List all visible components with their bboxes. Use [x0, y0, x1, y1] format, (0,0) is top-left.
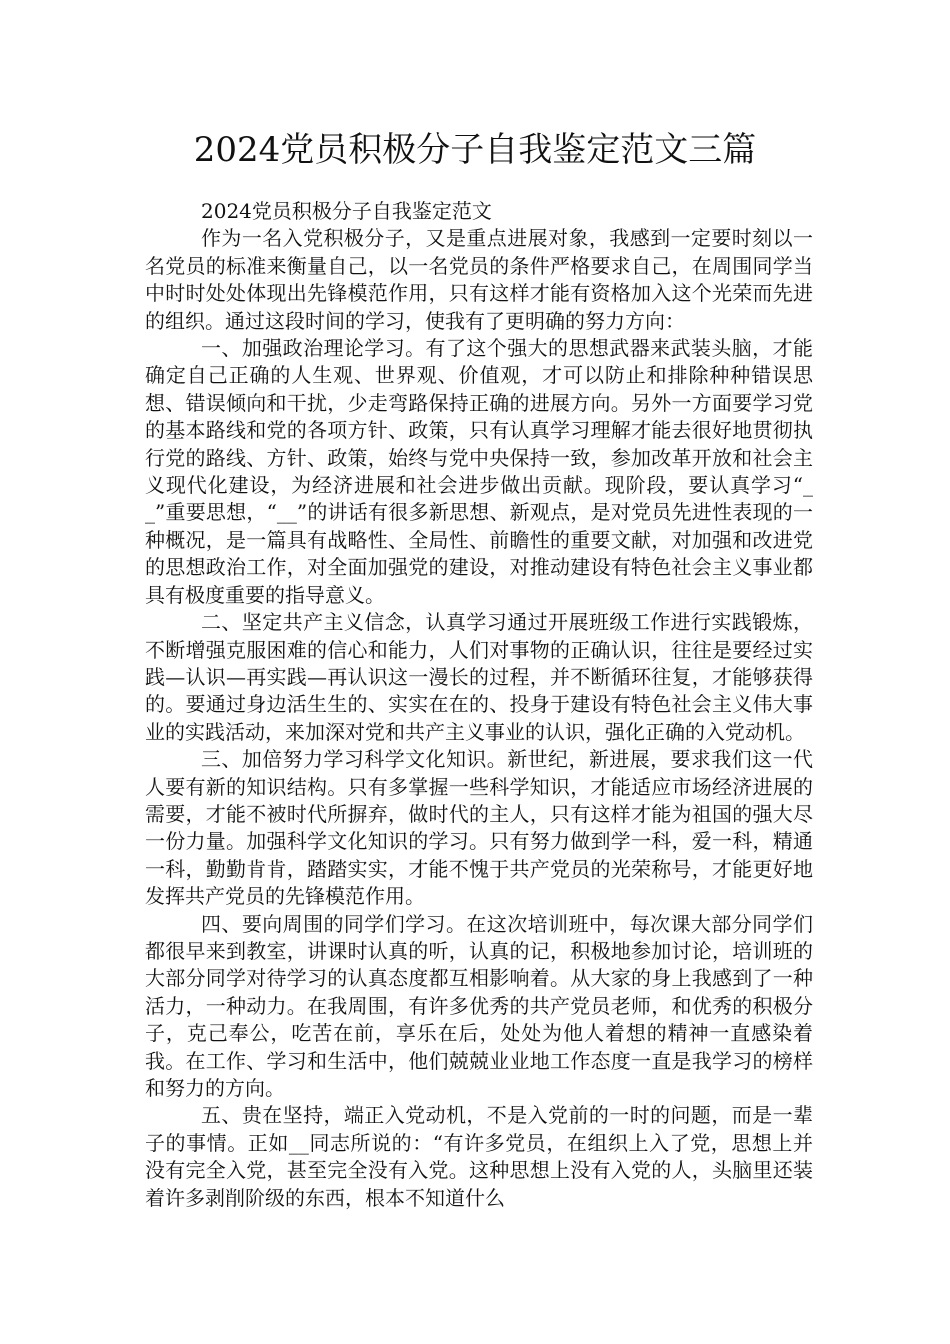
paragraph-learn-from-classmates: 四、要向周围的同学们学习。在这次培训班中，每次课大部分同学们都很早来到教室，讲课时认真的听，认真的记，积极地参加讨论，培训班的大部分同学对待学习的认真态度都互相影响着。从大家的身上我感到了一种活力，一种动力。在我周围，有许多优秀的共产党员老师，和优秀的积极分子，克己奉公，吃苦在前，享乐在后，处处为他人着想的精神一直感染着我。在工作、学习和生活中，他们兢兢业业地工作态度一直是我学习的榜样和努力的方向。 — [145, 911, 813, 1100]
paragraph-communist-belief: 二、坚定共产主义信念，认真学习通过开展班级工作进行实践锻炼，不断增强克服困难的信心和能力，人们对事物的正确认识，往往是要经过实践—认识—再实践—再认识这一漫长的过程，并不断循环往复，才能够获得的。要通过身边活生生的、实实在在的、投身于建设有特色社会主义伟大事业的实践活动，来加深对党和共产主义事业的认识，强化正确的入党动机。 — [145, 610, 813, 744]
document-title: 2024党员积极分子自我鉴定范文三篇 — [193, 130, 757, 170]
paragraph-political-theory: 一、加强政治理论学习。有了这个强大的思想武器来武装头脑，才能确定自己正确的人生观、世界观、价值观，才可以防止和排除种种错误思想、错误倾向和干扰，少走弯路保持正确的进展方向。另外一方面要学习党的基本路线和党的各项方针、政策，只有认真学习理解才能去很好地贯彻执行党的路线、方针、政策，始终与党中央保持一致，参加改革开放和社会主义现代化建设，为经济进展和社会进步做出贡献。现阶段，要认真学习“__”重要思想，“__”的讲话有很多新思想、新观点，是对党员先进性表现的一种概况，是一篇具有战略性、全局性、前瞻性的重要文献，对加强和改进党的思想政治工作，对全面加强党的建设，对推动建设有特色社会主义事业都具有极度重要的指导意义。 — [145, 336, 813, 607]
paragraph-intro: 作为一名入党积极分子，又是重点进展对象，我感到一定要时刻以一名党员的标准来衡量自己，以一名党员的条件严格要求自己，在周围同学当中时时处处体现出先锋模范作用，只有这样才能有资格加入这个光荣而先进的组织。通过这段时间的学习，使我有了更明确的努力方向： — [145, 226, 813, 333]
document-subtitle: 2024党员积极分子自我鉴定范文 — [201, 199, 492, 223]
paragraph-persistence: 五、贵在坚持，端正入党动机，不是入党前的一时的问题，而是一辈子的事情。正如__同志所说的：“有许多党员，在组织上入了党，思想上并没有完全入党，甚至完全没有入党。这种思想上没有入党的人，头脑里还装着许多剥削阶级的东西，根本不知道什么 — [145, 1103, 813, 1210]
document-body — [145, 198, 813, 1212]
paragraph-science-knowledge: 三、加倍努力学习科学文化知识。新世纪，新进展，要求我们这一代人要有新的知识结构。只有多掌握一些科学知识，才能适应市场经济进展的需要，才能不被时代所摒弃，做时代的主人，只有这样才能为祖国的强大尽一份力量。加强科学文化知识的学习。只有努力做到学一科，爱一科，精通一科，勤勤肯肯，踏踏实实，才能不愧于共产党员的光荣称号，才能更好地发挥共产党员的先锋模范作用。 — [145, 747, 813, 909]
